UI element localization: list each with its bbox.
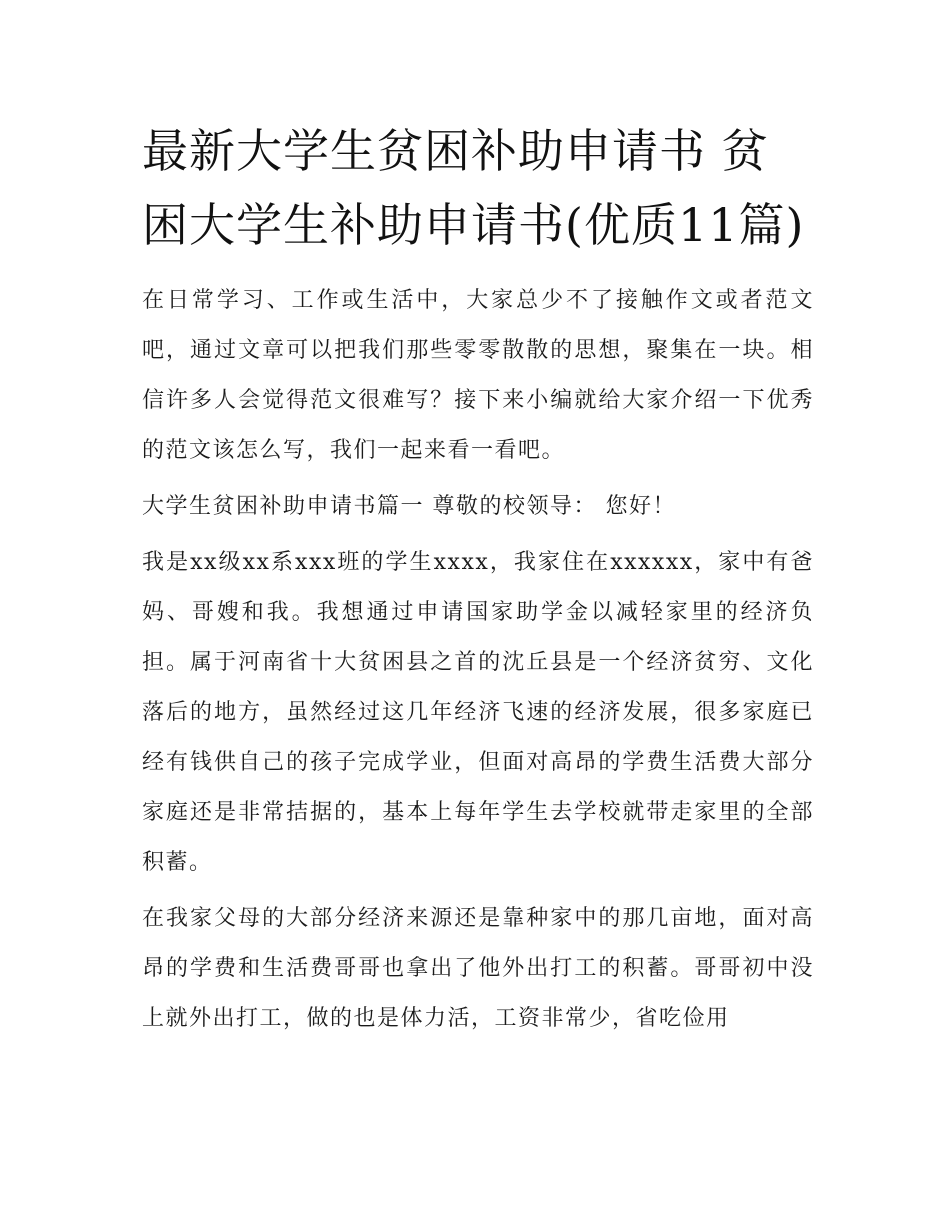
document-title: 最新大学生贫困补助申请书 贫困大学生补助申请书(优质11篇) [142,124,805,252]
section-heading-greeting: 大学生贫困补助申请书篇一 尊敬的校领导： 您好！ [142,494,676,519]
intro-paragraph: 在日常学习、工作或生活中，大家总少不了接触作文或者范文吧，通过文章可以把我们那些零零散散的思想，聚集在一块。相信许多人会觉得范文很难写？接下来小编就给大家介绍一下优秀的范文该怎么写，我们一起来看一看吧。 [142,288,814,463]
body-paragraph: 我是xx级xx系xxx班的学生xxxx，我家住在xxxxxx，家中有爸妈、哥嫂和我。我想通过申请国家助学金以减轻家里的经济负担。属于河南省十大贫困县之首的沈丘县是一个经济贫穷、文化落后的地方，虽然经过这几年经济飞速的经济发展，很多家庭已经有钱供自己的孩子完成学业，但面对高昂的学费生活费大部分家庭还是非常拮据的，基本上每年学生去学校就带走家里的全部积蓄。 [142,550,814,875]
body-paragraph: 在我家父母的大部分经济来源还是靠种家中的那几亩地，面对高昂的学费和生活费哥哥也拿出了他外出打工的积蓄。哥哥初中没上就外出打工，做的也是体力活，工资非常少，省吃俭用 [142,906,814,1031]
document-body [142,114,814,1044]
